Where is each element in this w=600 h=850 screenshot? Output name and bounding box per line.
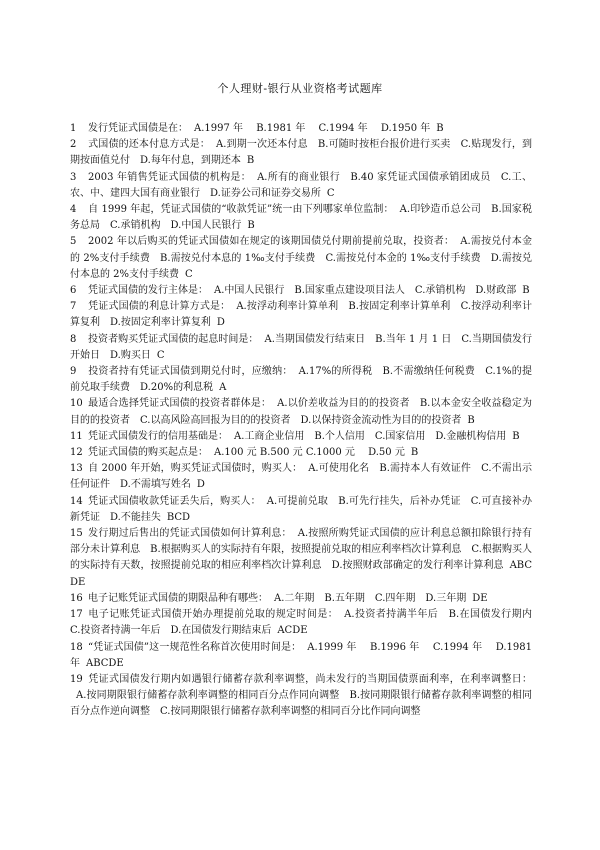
question-item: [70, 202, 532, 234]
question-item: [70, 494, 532, 526]
question-number: 18: [70, 641, 83, 653]
question-answer: B: [246, 155, 255, 167]
question-item: [70, 137, 532, 169]
question-answer: B: [467, 414, 475, 426]
question-item: [70, 170, 532, 202]
question-number: 10: [70, 398, 83, 410]
question-answer: A: [219, 382, 227, 394]
question-options: A.100 元 B.500 元 C.1000 元 D.50 元: [214, 447, 405, 459]
question-text: 凭证式国债的发行主体是：: [88, 285, 208, 297]
question-options: A.按照所购凭证式国债的应计利息总额扣除银行持有部分未计算利息 B.根据购买人的实际持有年限，按照提前兑取的相应利率档次计算利息 C.根据购买人的实际持有天数，按照提前兑取的相应利率档次计算利息 D.按照财政部确定的发行利率计算利息: [70, 528, 533, 572]
question-text: “凭证式国债”这一规范性名称首次使用时间是：: [88, 641, 302, 653]
question-number: 1: [70, 123, 77, 134]
question-item: [70, 640, 532, 672]
question-options: A.1997 年 B.1981 年 C.1994 年 D.1950 年: [194, 123, 431, 134]
question-options: A.所有的商业银行 B.40 家凭证式国债承销团成员 C.工、农、中、建四大国有商业银行 D.证券公司和证券交易所: [70, 171, 532, 199]
question-item: [70, 121, 532, 137]
question-answer: ACDE: [277, 625, 308, 637]
question-options: A.到期一次还本付息 B.可随时按柜台报价进行买卖 C.贴现发行，到期按面值兑付 D.每年付息，到期还本: [70, 139, 533, 167]
question-number: 13: [70, 463, 83, 475]
question-number: 8: [70, 333, 77, 345]
question-item: [70, 461, 532, 493]
question-answer: B: [512, 430, 520, 442]
question-text: 凭证式国债的购买起点是：: [88, 447, 208, 459]
question-number: 2: [70, 139, 77, 151]
question-options: A.当期国债发行结束日 B.当年 1 月 1 日 C.当期国债发行开始日 D.购买日: [70, 333, 533, 361]
question-number: 5: [70, 236, 77, 248]
question-answer: ABCDE: [86, 657, 124, 669]
question-answer: B: [247, 220, 255, 232]
question-answer: C: [326, 187, 335, 199]
question-item: [70, 283, 532, 299]
question-answer: C: [185, 268, 193, 280]
question-number: 11: [70, 430, 83, 442]
question-list: [70, 121, 542, 721]
question-item: [70, 607, 542, 639]
question-item: [70, 364, 532, 396]
question-number: 19: [70, 673, 83, 685]
question-answer: B: [522, 285, 530, 297]
document-title: 个人理财-银行从业资格考试题库: [217, 82, 383, 95]
question-number: 4: [70, 204, 77, 216]
question-number: 9: [70, 366, 77, 378]
question-text: 式国债的还本付息方式是：: [88, 139, 210, 151]
question-number: 7: [70, 301, 77, 313]
question-number: 6: [70, 285, 77, 297]
question-answer: B: [436, 123, 444, 134]
question-answer: ABCDE: [70, 560, 532, 588]
question-options: A.中国人民银行 B.国家重点建设项目法人 C.承销机构 D.财政部: [214, 285, 517, 297]
question-options: A.以价差收益为目的的投资者 B.以本金安全收益稳定为目的的投资者 C.以高风险高回报为目的的投资者 D.以保持资金流动性为目的的投资者: [70, 398, 532, 426]
question-text: 2003 年销售凭证式国债的机构是：: [88, 171, 252, 183]
question-item: [70, 672, 532, 721]
question-options: A.17%的所得税 B.不需缴纳任何税费 C.1%的提前兑取手续费 D.20%的利息税: [70, 366, 532, 394]
question-item: [70, 591, 532, 607]
question-number: 17: [70, 609, 83, 621]
question-item: [70, 429, 532, 445]
question-answer: BCD: [166, 511, 191, 523]
question-options: A.可使用化名 B.需持本人有效证件 C.不需出示任何证件 D.不需填写姓名: [70, 463, 532, 491]
question-number: 14: [70, 495, 83, 507]
question-item: [70, 445, 532, 461]
question-text: 电子记账凭证式国债开始办理提前兑取的规定时间是：: [88, 609, 339, 621]
question-text: 投资者购买凭证式国债的起息时间是：: [88, 333, 259, 345]
question-text: 自 1999 年起，凭证式国债的“收款凭证”统一由下列哪家单位监制：: [88, 204, 394, 216]
question-number: 12: [70, 447, 83, 459]
question-answer: C: [156, 349, 165, 361]
question-item: [70, 396, 532, 428]
question-options: A.可提前兑取 B.可先行挂失，后补办凭证 C.可直接补办新凭证 D.不能挂失: [70, 495, 533, 523]
question-answer: B: [410, 447, 419, 459]
question-text: 2002 年以后购买的凭证式国债如在规定的该期国债兑付期前提前兑取，投资者：: [88, 236, 455, 248]
question-options: A.印钞造币总公司 B.国家税务总局 C.承销机构 D.中国人民银行: [70, 204, 533, 232]
question-options: A.二年期 B.五年期 C.四年期 D.三年期: [274, 592, 467, 604]
question-text: 发行期过后售出的凭证式国债如何计算利息：: [88, 528, 292, 540]
question-answer: DE: [472, 592, 488, 604]
question-text: 凭证式国债发行期内如遇银行储蓄存款利率调整，尚未发行的当期国债票面利率，在利率调整日：: [88, 673, 532, 685]
question-text: 凭证式国债发行的信用基础是：: [88, 430, 228, 442]
question-text: 凭证式国债的利息计算方式是：: [88, 301, 231, 313]
question-number: 15: [70, 528, 83, 540]
question-options: A.按浮动利率计算单利 B.按固定利率计算单利 C.按浮动利率计算复利 D.按固定利率计算复利: [70, 301, 533, 329]
question-options: A.按同期限银行储蓄存款利率调整的相同百分点作同向调整 B.按同期限银行储蓄存款利率调整的相同百分点作逆向调整 C.按同期限银行储蓄存款利率调整的相同百分比作同向调整: [70, 690, 532, 718]
question-text: 凭证式国债收款凭证丢失后，购买人：: [88, 495, 261, 507]
question-item: [70, 526, 532, 591]
question-answer: D: [196, 479, 205, 491]
question-text: 自 2000 年开始，购买凭证式国债时，购买人：: [88, 463, 303, 475]
question-text: 发行凭证式国债是在：: [88, 123, 188, 134]
question-options: A.工商企业信用 B.个人信用 C.国家信用 D.金融机构信用: [234, 430, 507, 442]
question-options: A.需按兑付本金的 2%支付手续费 B.需按兑付本息的 1‰支付手续费 C.需按兑付本金的 1‰支付手续费 D.需按兑付本息的 2%支付手续费: [70, 236, 532, 280]
question-text: 最适合选择凭证式国债的投资者群体是：: [88, 398, 272, 410]
question-number: 16: [70, 592, 83, 604]
question-text: 电子记账凭证式国债的期限品种有哪些：: [88, 592, 268, 604]
question-text: 投资者持有凭证式国债到期兑付时，应缴纳：: [88, 366, 293, 378]
question-options: A.投资者持满半年后 B.在国债发行期内 C.投资者持满一年后 D.在国债发行期结束后: [70, 609, 542, 637]
question-options: A.1999 年 B.1996 年 C.1994 年 D.1981 年: [70, 641, 532, 669]
question-answer: D: [216, 317, 225, 329]
question-item: [70, 234, 532, 283]
question-number: 3: [70, 171, 77, 183]
question-item: [70, 299, 532, 331]
question-item: [70, 332, 532, 364]
